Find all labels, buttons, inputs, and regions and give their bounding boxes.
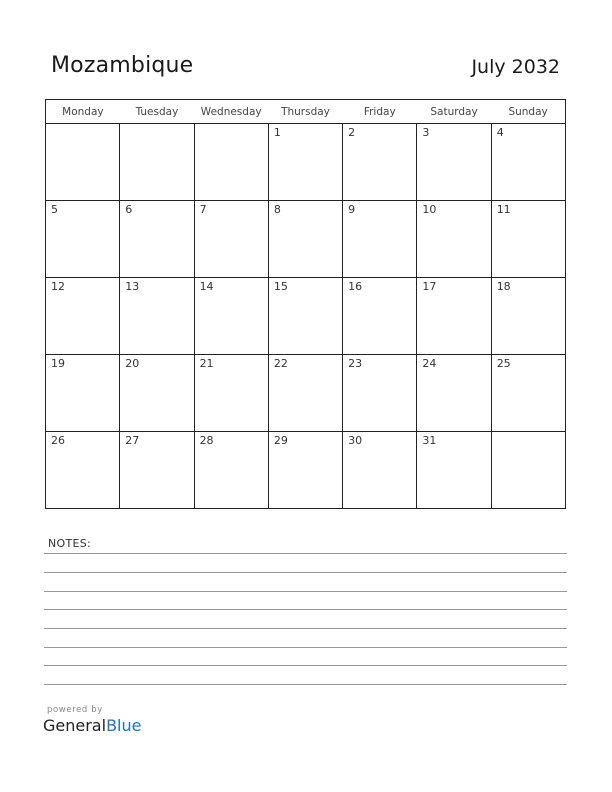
day-number: 7 (199, 203, 207, 216)
day-number: 31 (422, 434, 437, 447)
notes-line (44, 553, 567, 554)
day-number: 26 (51, 434, 65, 447)
calendar-grid (45, 99, 566, 509)
day-cell (268, 355, 342, 432)
day-number: 17 (422, 280, 437, 293)
day-number: 24 (422, 357, 437, 370)
day-cell (417, 355, 491, 432)
day-cell (46, 432, 120, 509)
weekday-header: Tuesday (120, 100, 194, 124)
day-cell (417, 124, 491, 201)
day-cell (120, 355, 194, 432)
calendar-month-title: July 2032 (471, 56, 560, 78)
day-cell (343, 201, 417, 278)
notes-line (44, 609, 567, 610)
day-number: 2 (348, 126, 356, 139)
day-cell (417, 278, 491, 355)
generalblue-logo (43, 716, 141, 735)
weekday-header: Thursday (268, 100, 342, 124)
week-row (46, 201, 566, 278)
day-cell (268, 124, 342, 201)
week-row (46, 432, 566, 509)
day-number: 9 (348, 203, 356, 216)
day-cell (343, 355, 417, 432)
day-cell (491, 201, 565, 278)
brand-general-text: General (43, 716, 107, 735)
day-cell (46, 278, 120, 355)
day-number (492, 432, 565, 434)
day-cell (194, 201, 268, 278)
notes-line (44, 628, 567, 629)
day-cell (417, 432, 491, 509)
weekday-header: Saturday (417, 100, 491, 124)
day-number: 19 (51, 357, 65, 370)
day-number: 29 (273, 434, 288, 447)
week-row (46, 355, 566, 432)
weekday-header: Monday (46, 100, 120, 124)
day-number: 11 (496, 203, 511, 216)
calendar-country-title: Mozambique (51, 53, 194, 78)
day-number: 4 (496, 126, 504, 139)
day-cell (268, 278, 342, 355)
notes-line (44, 591, 567, 592)
day-number: 3 (422, 126, 430, 139)
day-cell (120, 432, 194, 509)
day-number: 30 (348, 434, 363, 447)
day-number: 21 (199, 357, 214, 370)
weekday-header: Wednesday (194, 100, 268, 124)
day-cell (491, 432, 565, 509)
day-number: 8 (273, 203, 281, 216)
day-cell (46, 355, 120, 432)
day-cell (46, 201, 120, 278)
day-cell (343, 124, 417, 201)
day-number: 20 (125, 357, 140, 370)
day-cell (491, 124, 565, 201)
week-row (46, 124, 566, 201)
notes-line (44, 647, 567, 648)
day-cell (491, 278, 565, 355)
day-cell (491, 355, 565, 432)
brand-blue-text: Blue (106, 716, 142, 735)
day-number (195, 124, 268, 126)
day-number: 25 (496, 357, 511, 370)
notes-label: NOTES: (48, 537, 92, 550)
day-cell (194, 278, 268, 355)
day-cell (268, 201, 342, 278)
day-number: 16 (348, 280, 363, 293)
day-cell (194, 355, 268, 432)
day-number: 15 (273, 280, 288, 293)
notes-line (44, 572, 567, 573)
day-number: 1 (273, 126, 281, 139)
notes-line (44, 665, 567, 666)
day-cell (120, 278, 194, 355)
day-number: 5 (51, 203, 58, 216)
powered-by-text: powered by (47, 705, 103, 715)
day-number: 18 (496, 280, 511, 293)
day-cell (268, 432, 342, 509)
weekday-header: Sunday (491, 100, 565, 124)
day-number: 12 (51, 280, 65, 293)
weekday-header-row (46, 100, 566, 124)
day-number: 28 (199, 434, 214, 447)
day-cell (120, 124, 194, 201)
day-number: 22 (273, 357, 288, 370)
day-number: 6 (125, 203, 133, 216)
day-number: 27 (125, 434, 140, 447)
day-number: 23 (348, 357, 363, 370)
day-cell (46, 124, 120, 201)
day-cell (417, 201, 491, 278)
day-number (120, 124, 193, 126)
day-cell (194, 432, 268, 509)
notes-line (44, 684, 567, 685)
day-number: 13 (125, 280, 140, 293)
day-number: 14 (199, 280, 214, 293)
weekday-header: Friday (343, 100, 417, 124)
day-cell (194, 124, 268, 201)
day-cell (343, 432, 417, 509)
day-number (46, 124, 119, 126)
day-cell (120, 201, 194, 278)
day-number: 10 (422, 203, 437, 216)
week-row (46, 278, 566, 355)
day-cell (343, 278, 417, 355)
